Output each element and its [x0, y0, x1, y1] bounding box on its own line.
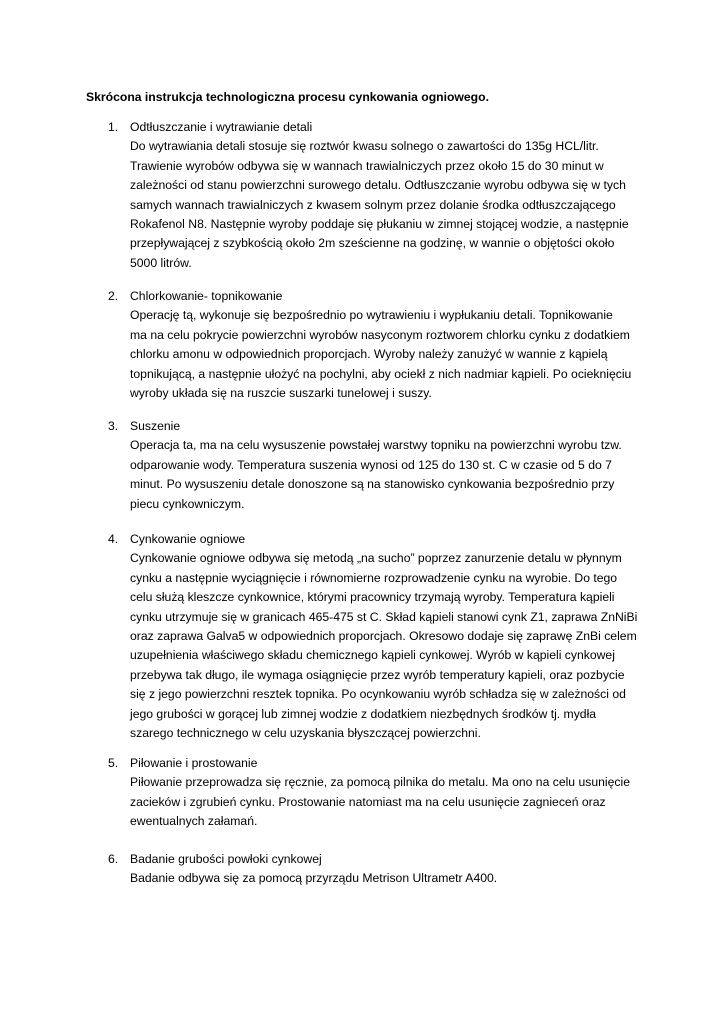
- section-body-line: się z jego powierzchni resztek topnika. Po ocynkowaniu wyrób schładza się w zależności od: [130, 687, 626, 702]
- section-heading: Piłowanie i prostowanie: [130, 756, 258, 770]
- section-heading: Chlorkowanie- topnikowanie: [130, 289, 283, 303]
- section-body-line: szarego technicznego w celu uzyskania błyszczącej powierzchni.: [130, 726, 481, 740]
- section-body-line: odparowanie wody. Temperatura suszenia wynosi od 125 do 130 st. C w czasie od 5 do 7: [130, 457, 612, 472]
- section-body-line: 5000 litrów.: [130, 255, 192, 270]
- section-body-line: zacieków i zgrubień cynku. Prostowanie natomiast ma na celu usunięcie zagnieceń oraz: [130, 794, 606, 809]
- section-body-line: uzupełnienia właściwego składu chemicznego kąpieli cynkowej. Wyrób w kąpieli cynkowej: [130, 648, 615, 663]
- section-body-line: Trawienie wyrobów odbywa się w wannach trawialniczych przez około 15 do 30 minut w: [130, 158, 604, 173]
- section-body-line: samych wannach trawialniczych z kwasem solnym przez dolanie środka odtłuszczającego: [130, 197, 616, 212]
- section-body-line: Piłowanie przeprowadza się ręcznie, za pomocą pilnika do metalu. Ma ono na celu usunięcie: [130, 775, 630, 790]
- section-number: 6.: [108, 852, 119, 866]
- section-body-line: wyroby układa się na ruszcie suszarki tunelowej i suszy.: [130, 386, 432, 400]
- document-title: Skrócona instrukcja technologiczna procesu cynkowania ogniowego.: [86, 90, 489, 104]
- section-heading: Suszenie: [130, 419, 181, 433]
- section-number: 4.: [108, 532, 119, 546]
- section-body-line: Operacja ta, ma na celu wysuszenie powstałej warstwy topniku na powierzchni wyrobu tzw.: [130, 438, 622, 453]
- section-body-line: cynku a następnie wyciągnięcie i równomierne rozprowadzenie cynku na wyrobie. Do tego: [130, 570, 618, 585]
- section-number: 1.: [108, 120, 119, 134]
- section-heading: Cynkowanie ogniowe: [130, 532, 246, 546]
- section-number: 5.: [108, 756, 119, 770]
- section-body-line: Badanie odbywa się za pomocą przyrządu Metrison Ultrametr A400.: [130, 871, 498, 886]
- section-body-line: jego grubości w gorącej lub zimnej wodzie z dodatkiem niezbędnych środków tj. mydła: [130, 706, 597, 721]
- section-body-line: chlorku amonu w odpowiednich proporcjach. Wyroby należy zanużyć w wannie z kąpielą: [130, 347, 608, 362]
- section-body-line: oraz zaprawa Galva5 w odpowiednich proporcjach. Okresowo dodaje się zaprawę ZnBi celem: [130, 629, 637, 643]
- section-body-line: Operację tą, wykonuje się bezpośrednio po wytrawieniu i wypłukaniu detali. Topnikowanie: [130, 308, 613, 323]
- section-body-line: cynku utrzymuje się w granicach 465-475 st C. Skład kąpieli stanowi cynk Z1, zaprawa ZnNiBi: [130, 609, 638, 624]
- section-body-line: Do wytrawiania detali stosuje się roztwór kwasu solnego o zawartości do 135g HCL/litr.: [130, 139, 599, 154]
- section-body-line: minut. Po wysuszeniu detale donoszone są na stanowisko cynkowania bezpośrednio przy: [130, 477, 615, 492]
- section-body-line: zależności od stanu powierzchni surowego detalu. Odtłuszczanie wyrobu odbywa się w tych: [130, 178, 626, 193]
- section-body-line: przepływającej z szybkością około 2m sześcienne na godzinę, w wannie o objętości około: [130, 236, 615, 251]
- section-body-line: Rokafenol N8. Następnie wyroby poddaje się płukaniu w zimnej stojącej wodzie, a następnie: [130, 217, 629, 231]
- section-body-line: ma na celu pokrycie powierzchni wyrobów nasyconym roztworem chlorku cynku z dodatkiem: [130, 327, 630, 342]
- section-body-line: topnikującą, a następnie ułożyć na pochylni, aby ociekł z nich nadmiar kąpieli. Po ocieknięciu: [130, 366, 632, 381]
- section-heading: Odtłuszczanie i wytrawianie detali: [130, 120, 313, 134]
- section-body-line: przebywa tak długo, ile wymaga osiągnięcie przez wyrób temperatury kąpieli, oraz pozbycie: [130, 667, 625, 682]
- section-body-line: piecu cynkowniczym.: [130, 496, 245, 511]
- section-body-line: celu służą kleszcze cynkownice, którymi pracownicy trzymają wyroby. Temperatura kąpieli: [130, 590, 615, 605]
- section-body-line: ewentualnych załamań.: [130, 814, 258, 829]
- section-body-line: Cynkowanie ogniowe odbywa się metodą „na sucho” poprzez zanurzenie detalu w płynnym: [130, 551, 622, 566]
- section-number: 2.: [108, 289, 119, 303]
- section-number: 3.: [108, 419, 119, 433]
- section-heading: Badanie grubości powłoki cynkowej: [130, 852, 322, 866]
